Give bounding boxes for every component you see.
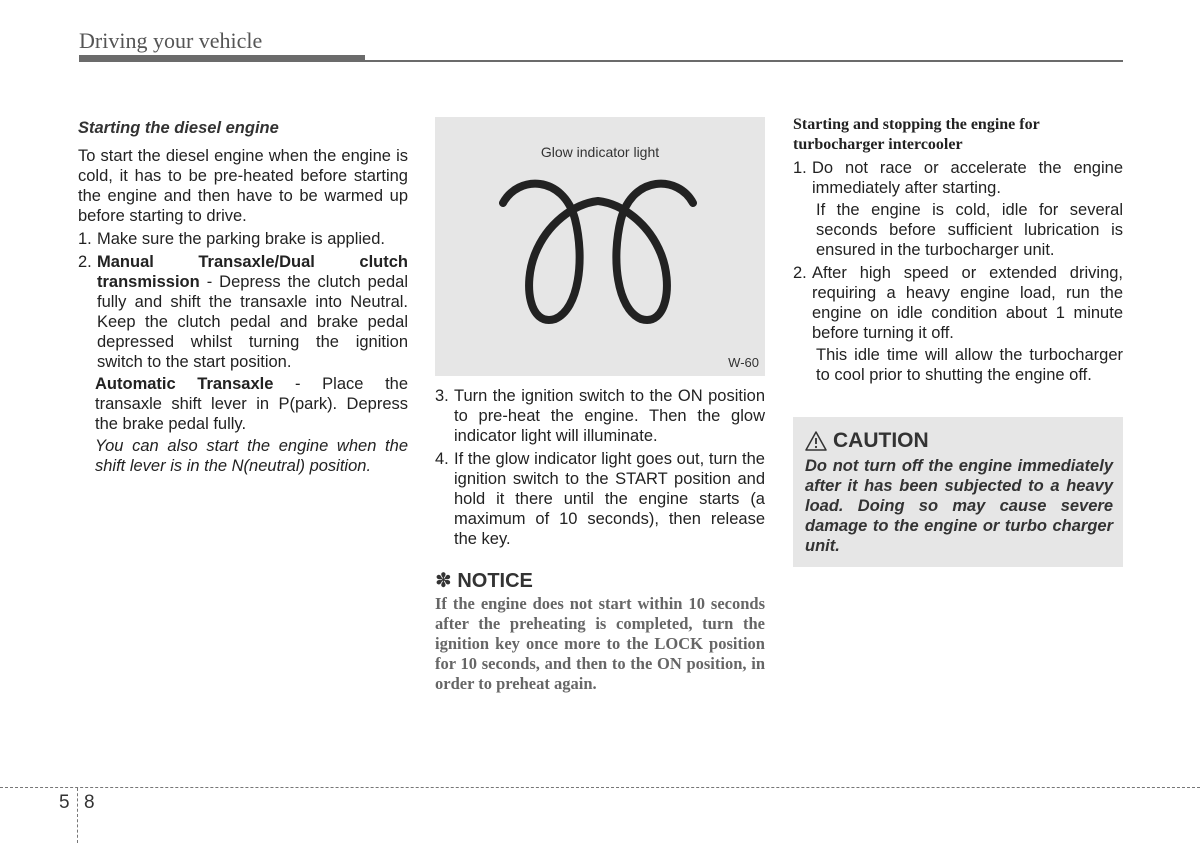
column-right: [793, 115, 1123, 385]
manual-transaxle-label: Manual Transaxle/Dual clutch transmission: [97, 253, 408, 291]
glow-plug-indicator-icon: [493, 179, 703, 339]
column-middle: [435, 383, 765, 694]
figure-caption: Glow indicator light: [540, 144, 660, 160]
neutral-note: You can also start the engine when the shift lever is in the N(neutral) position.: [95, 437, 408, 475]
automatic-transaxle-text: - Place the transaxle shift lever in P(park). Depress the brake pedal fully.: [95, 375, 409, 433]
list-number: 4.: [435, 450, 449, 468]
list-item-2: [78, 252, 408, 372]
manual-transaxle-text: - Depress the clutch pedal fully and shift the transaxle into Neutral. Keep the clutch pedal and brake pedal depressed whilst turning the ignition switch to the start position.: [97, 273, 408, 371]
caution-box: [793, 417, 1123, 567]
section-title: Starting the diesel engine: [78, 119, 279, 137]
notice-title: NOTICE: [457, 570, 533, 592]
list-sub-paragraph: If the engine is cold, idle for several seconds before sufficient lubrication is ensured in the turbocharger unit.: [816, 201, 1123, 259]
figure-code: W-60: [728, 355, 759, 370]
header-rule-thin: [365, 60, 1123, 62]
list-text: [97, 252, 408, 372]
list-text: Do not race or accelerate the engine immediately after starting.: [812, 159, 1123, 197]
automatic-transaxle-label: Automatic Transaxle: [95, 375, 274, 393]
list-text: Turn the ignition switch to the ON position to pre-heat the engine. Then the glow indicator light will illuminate.: [454, 387, 765, 445]
notice-heading: [435, 571, 765, 591]
warning-triangle-icon: [805, 431, 827, 451]
column-left: [78, 118, 408, 476]
automatic-transaxle-paragraph: [95, 374, 408, 434]
header-rule-thick: [79, 55, 365, 62]
list-item-2: [793, 263, 1123, 343]
caution-heading: [805, 429, 929, 453]
list-text: Make sure the parking brake is applied.: [97, 230, 385, 248]
list-number: 2.: [793, 264, 807, 282]
notice-star-icon: ✽: [435, 570, 452, 592]
list-text: If the glow indicator light goes out, turn the ignition switch to the START position and hold it there until the engine starts (a maximum of 10 seconds), then release the key.: [454, 450, 765, 548]
notice-body: If the engine does not start within 10 seconds after the preheating is completed, turn the ignition key once more to the LOCK position for 10 seconds, and then to the ON position, in order to preheat again.: [435, 594, 765, 693]
list-text: After high speed or extended driving, requiring a heavy engine load, run the engine on idle condition about 1 minute before turning it off.: [812, 264, 1123, 342]
page-header-title: Driving your vehicle: [79, 28, 263, 53]
list-sub-paragraph: This idle time will allow the turbocharger to cool prior to shutting the engine off.: [816, 346, 1123, 384]
turbo-section-heading: Starting and stopping the engine for turbocharger intercooler: [793, 116, 1040, 153]
list-item-1: [793, 158, 1123, 198]
list-item-1: [78, 229, 408, 249]
list-item-3: [435, 386, 765, 446]
footer-vertical-divider: [77, 788, 78, 843]
list-number: 3.: [435, 387, 449, 405]
list-number: 1.: [793, 159, 807, 177]
chapter-number: 5: [59, 792, 70, 813]
list-number: 2.: [78, 253, 92, 271]
caution-body: Do not turn off the engine immediately after it has been subjected to a heavy load. Doing so may cause severe damage to the engine or turbo charger unit.: [805, 457, 1113, 555]
list-number: 1.: [78, 230, 92, 248]
glow-indicator-figure: [435, 117, 765, 376]
list-item-4: [435, 449, 765, 549]
footer-divider: [0, 787, 1200, 788]
caution-title: CAUTION: [833, 429, 929, 452]
page-number: 8: [84, 792, 95, 813]
intro-paragraph: To start the diesel engine when the engine is cold, it has to be pre-heated before starting the engine and then have to be warmed up before starting to drive.: [78, 147, 408, 225]
